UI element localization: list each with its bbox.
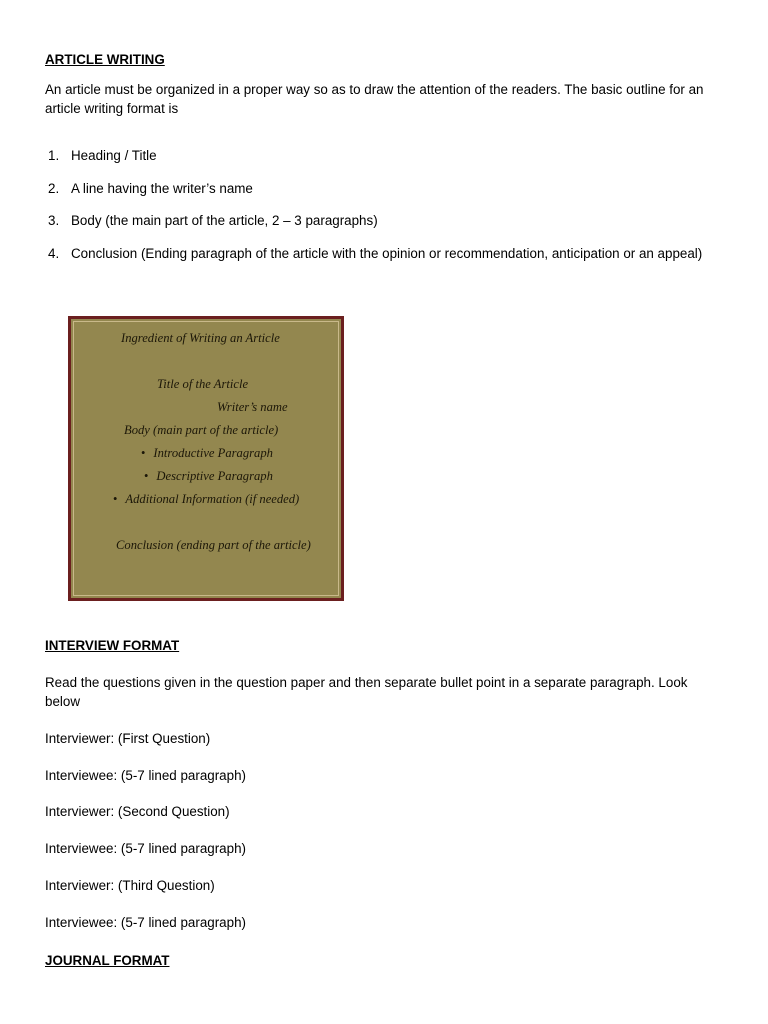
list-item-text: Heading / Title xyxy=(71,148,157,163)
box-bullet-text: Descriptive Paragraph xyxy=(156,469,273,483)
list-item-text: Body (the main part of the article, 2 – 3 paragraphs) xyxy=(71,213,378,228)
box-bullet-text: Additional Information (if needed) xyxy=(125,492,300,506)
box-bullet-item xyxy=(141,444,273,463)
article-writing-heading: ARTICLE WRITING xyxy=(45,52,165,67)
list-item-number: 2. xyxy=(48,181,60,196)
list-item-text: Conclusion (Ending paragraph of the article with the opinion or recommendation, anticipation or an appeal) xyxy=(71,246,703,261)
interview-line: Interviewer: (First Question) xyxy=(45,731,211,746)
list-item-number: 3. xyxy=(48,213,60,228)
bullet-dot-icon: • xyxy=(141,446,146,460)
list-item-number: 1. xyxy=(48,148,60,163)
box-title-of-article: Title of the Article xyxy=(157,377,249,391)
box-bullet-item xyxy=(144,467,273,486)
box-bullet-text: Introductive Paragraph xyxy=(153,446,273,460)
box-title: Ingredient of Writing an Article xyxy=(121,331,280,345)
interview-line: Interviewee: (5-7 lined paragraph) xyxy=(45,915,246,930)
journal-format-heading: JOURNAL FORMAT xyxy=(45,953,170,968)
bullet-dot-icon: • xyxy=(144,469,149,483)
interview-format-heading: INTERVIEW FORMAT xyxy=(45,638,180,653)
interview-line: Interviewer: (Third Question) xyxy=(45,878,215,893)
box-bullet-item xyxy=(113,490,299,509)
article-intro-paragraph: An article must be organized in a proper way so as to draw the attention of the readers. The basic outline for an article writing format is xyxy=(45,82,704,116)
list-item-text: A line having the writer’s name xyxy=(71,181,253,196)
bullet-dot-icon: • xyxy=(113,492,118,506)
list-item-number: 4. xyxy=(48,246,60,261)
article-ingredients-box xyxy=(68,316,344,601)
box-conclusion: Conclusion (ending part of the article) xyxy=(116,538,311,552)
interview-line: Interviewee: (5-7 lined paragraph) xyxy=(45,768,246,783)
box-body: Body (main part of the article) xyxy=(124,423,279,437)
interview-line: Interviewer: (Second Question) xyxy=(45,804,230,819)
interview-line: Interviewee: (5-7 lined paragraph) xyxy=(45,841,246,856)
interview-intro-paragraph: Read the questions given in the question paper and then separate bullet point in a separate paragraph. Look below xyxy=(45,675,688,709)
box-writers-name: Writer’s name xyxy=(217,400,288,414)
